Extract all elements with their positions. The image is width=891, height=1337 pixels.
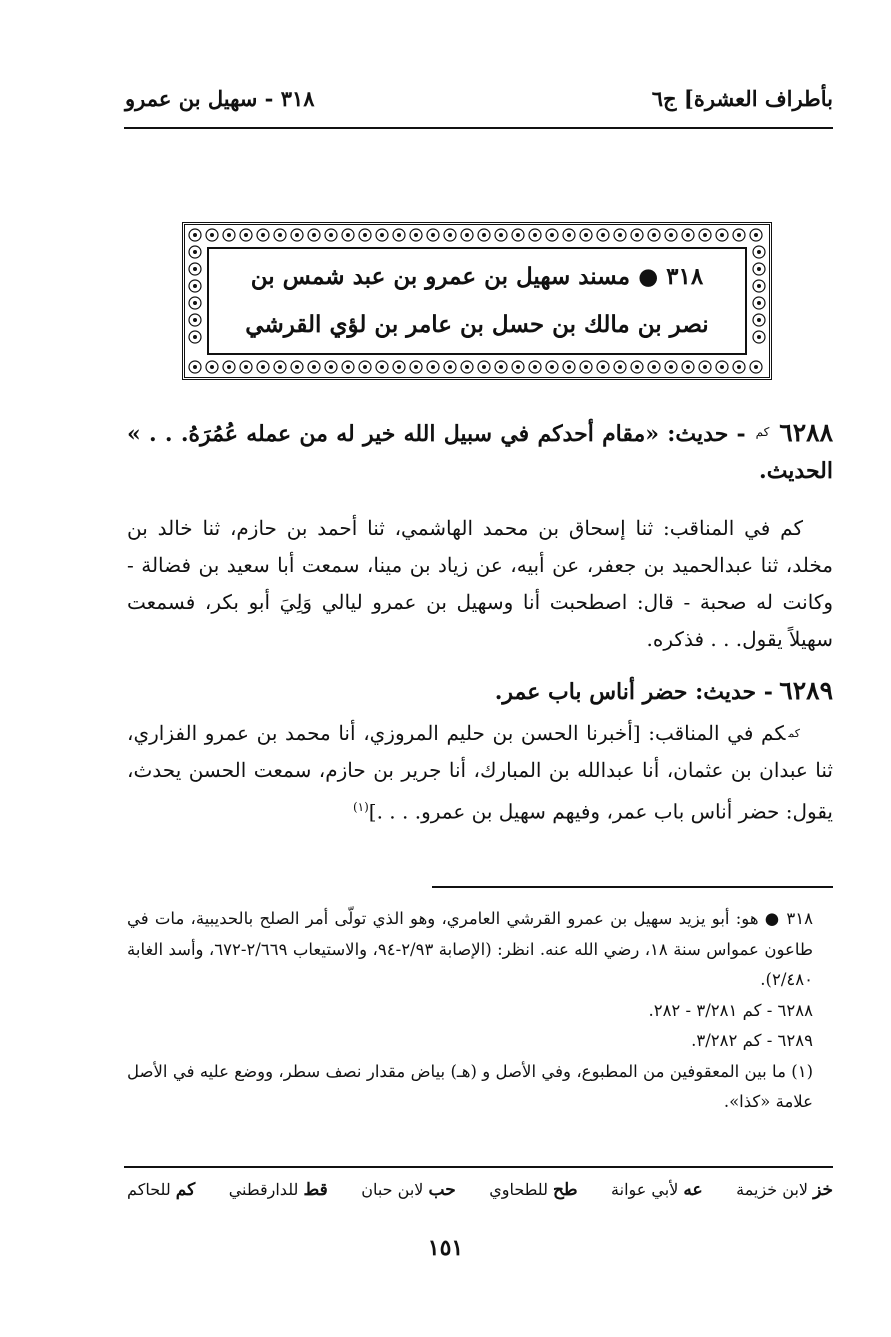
ornament-motif [648, 361, 660, 373]
ornament-motif [189, 331, 201, 343]
ornament-motif [665, 229, 677, 241]
isnad-text: كم في المناقب: [أخبرنا الحسن بن حليم المروزي، أنا محمد بن عمرو الفزاري، ثنا عبدان بن عثمان، أنا عبدالله بن المبارك، أنا جرير بن حازم، سمعت الحسن يحدث، يقول: حضر أناس باب عمر، وفيهم سهيل بن عمرو. . . .] [127, 721, 833, 824]
ornament-motif [753, 263, 765, 275]
footnote-1: (١) ما بين المعقوفين من المطبوع، وفي الأصل و (هـ) بياض مقدار نصف سطر، ووضع عليه في الأصل علامة «كذا». [127, 1061, 813, 1111]
ornament-motif [342, 229, 354, 241]
running-head [125, 78, 833, 118]
key-item: كم للحاكم [127, 1180, 196, 1200]
ornament-motif [325, 361, 337, 373]
ornament-motif [753, 331, 765, 343]
header-rule [124, 127, 833, 129]
hadith-6288 [127, 414, 833, 658]
key-item: خز لابن خزيمة [736, 1180, 833, 1200]
isnad-paragraph: كم في المناقب: ثنا إسحاق بن محمد الهاشمي، ثنا أحمد بن حازم، ثنا خالد بن مخلد، ثنا عبدالحميد بن جعفر، عن أبيه، عن زياد بن مينا، سمعت أبا سعيد بن فضالة - وكانت له صحبة - قال: اصطحبت أنا وسهيل بن عمرو ليالي وَلِيَ أبو بكر، فسمعت سهيلاً يقول. . . فذكره. [127, 516, 833, 651]
ornament-motif [189, 361, 201, 373]
ornament-motif [461, 229, 473, 241]
ornament-motif [682, 229, 694, 241]
siglum-mark: كم [755, 425, 770, 439]
ornament-motif [597, 361, 609, 373]
ornament-motif [512, 229, 524, 241]
ornament-motif [189, 314, 201, 326]
footnotes [127, 904, 833, 1118]
ornament-motif [614, 229, 626, 241]
key-rule [124, 1166, 833, 1168]
ornament-motif [529, 361, 541, 373]
ornament-motif [410, 229, 422, 241]
ornament-motif [733, 361, 745, 373]
ornament-motif [478, 229, 490, 241]
ornament-motif [240, 361, 252, 373]
footnote-6288: ٦٢٨٨ - كم ٣/٢٨١ - ٢٨٢. [648, 1000, 813, 1020]
ornament-motif [257, 361, 269, 373]
ornamental-title-frame [182, 222, 772, 380]
ornament-motif [257, 229, 269, 241]
hadith-heading [127, 414, 833, 490]
ornament-motif [308, 229, 320, 241]
hadith-6289 [127, 672, 833, 831]
hadith-number: ٦٢٨٩ [779, 676, 833, 705]
ornament-motif [308, 361, 320, 373]
ornament-motif [631, 229, 643, 241]
chapter-title-line-1: ٣١٨ ● مسند سهيل بن عمرو بن عبد شمس بن [250, 263, 704, 290]
ornament-motif [753, 246, 765, 258]
page-number: ١٥١ [427, 1235, 464, 1261]
ornament-motif [359, 229, 371, 241]
ornament-motif [733, 229, 745, 241]
ornament-motif [376, 229, 388, 241]
ornament-motif [750, 229, 762, 241]
ornament-motif [753, 297, 765, 309]
ornament-motif [665, 361, 677, 373]
key-item: حب لابن حبان [361, 1180, 456, 1200]
ornament-motif [274, 229, 286, 241]
running-head-right: بأطراف العشرة] ج٦ [651, 85, 833, 111]
ornament-motif [682, 361, 694, 373]
ornament-motif [563, 229, 575, 241]
ornament-motif [699, 229, 711, 241]
ornament-motif [291, 361, 303, 373]
hadith-heading [127, 672, 833, 711]
ornament-motif [716, 229, 728, 241]
ornament-motif [359, 361, 371, 373]
ornament-motif [495, 229, 507, 241]
footnote-rule [432, 886, 833, 888]
ornament-motif [189, 280, 201, 292]
ornament-motif [240, 229, 252, 241]
ornament-motif [495, 361, 507, 373]
key-item: عه لأبي عوانة [611, 1180, 703, 1200]
ornament-motif [648, 229, 660, 241]
ornament-motif [597, 229, 609, 241]
key-item: قط للدارقطني [228, 1180, 328, 1200]
ornament-motif [750, 361, 762, 373]
ornament-motif [461, 361, 473, 373]
ornament-motif [546, 361, 558, 373]
ornament-motif [410, 361, 422, 373]
chapter-title-line-2: نصر بن مالك بن حسل بن عامر بن لؤي القرشي [245, 311, 709, 338]
hadith-text: - حديث: حضر أناس باب عمر. [494, 679, 773, 705]
ornament-motif [444, 229, 456, 241]
ornament-motif [206, 229, 218, 241]
ornament-motif [427, 229, 439, 241]
ornament-motif [206, 361, 218, 373]
footnote-marker: (١) [352, 800, 369, 814]
ornament-motif [716, 361, 728, 373]
ornament-motif [478, 361, 490, 373]
ornament-motif [291, 229, 303, 241]
hadith-text: - حديث: «مقام أحدكم في سبيل الله خير له من عمله عُمُرَهُ. . . » الحديث. [127, 421, 833, 484]
ornament-motif [223, 361, 235, 373]
ornament-motif [189, 229, 201, 241]
ornament-motif [393, 229, 405, 241]
footnote-biography: ٣١٨ ● هو: أبو يزيد سهيل بن عمرو القرشي العامري، وهو الذي تولّى أمر الصلح بالحديبية، مات في طاعون عمواس سنة ١٨، رضي الله عنه. انظر: (الإصابة ٢/٩٣-٩٤، والاستيعاب ٢/٦٦٩-٦٧٢، وأسد الغابة ٢/٤٨٠). [127, 909, 813, 989]
ornament-motif [529, 229, 541, 241]
ornament-motif [376, 361, 388, 373]
ornament-motif [614, 361, 626, 373]
isnad-paragraph [127, 715, 833, 831]
chapter-title [207, 247, 747, 355]
siglum-mark: كم [788, 727, 800, 740]
abbreviation-key [127, 1180, 833, 1200]
hadith-number: ٦٢٨٨ [779, 418, 834, 447]
footnote-6289: ٦٢٨٩ - كم ٣/٢٨٢. [691, 1031, 813, 1050]
ornament-motif [274, 361, 286, 373]
ornament-motif [189, 246, 201, 258]
ornament-motif [512, 361, 524, 373]
ornament-motif [580, 229, 592, 241]
ornament-motif [580, 361, 592, 373]
ornament-motif [753, 314, 765, 326]
running-head-left: ٣١٨ - سهيل بن عمرو [125, 85, 315, 111]
ornament-motif [546, 229, 558, 241]
ornament-motif [444, 361, 456, 373]
ornament-motif [631, 361, 643, 373]
ornament-motif [189, 297, 201, 309]
ornament-motif [427, 361, 439, 373]
ornament-motif [753, 280, 765, 292]
ornament-motif [393, 361, 405, 373]
ornament-motif [563, 361, 575, 373]
ornament-motif [223, 229, 235, 241]
key-item: طح للطحاوي [489, 1180, 578, 1200]
ornament-motif [699, 361, 711, 373]
ornament-motif [325, 229, 337, 241]
ornament-motif [342, 361, 354, 373]
ornament-motif [189, 263, 201, 275]
